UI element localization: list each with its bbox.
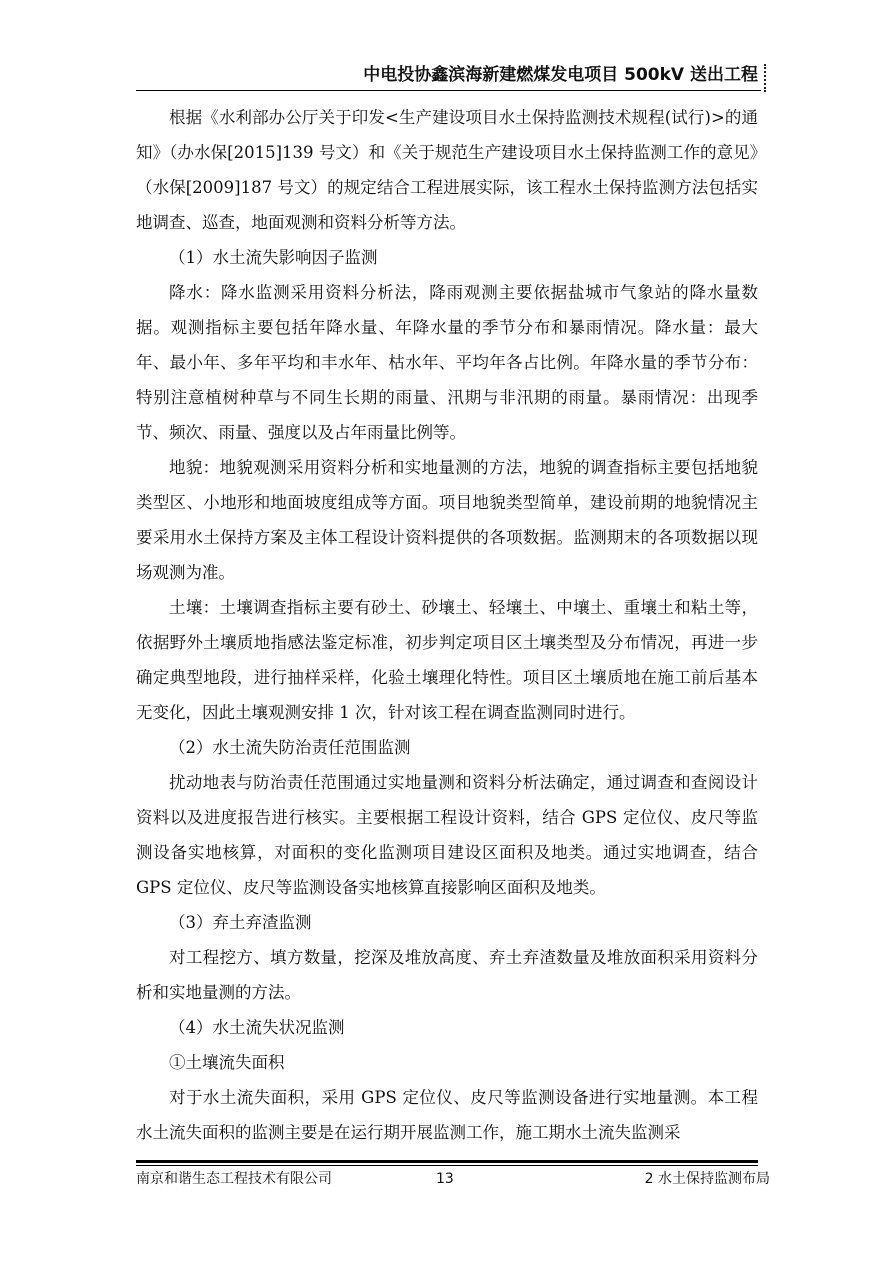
footer-page-number: 13: [436, 1171, 454, 1187]
subsection-heading-1: ①土壤流失面积: [169, 1053, 285, 1072]
page-footer: [136, 1168, 770, 1190]
header-margin-mark: [764, 64, 766, 92]
section-heading-2: （2）水土流失防治责任范围监测: [169, 738, 411, 757]
header-rule: [136, 90, 761, 91]
footer-section: 2 水土保持监测布局: [644, 1171, 770, 1187]
section-heading-1: （1）水土流失影响因子监测: [169, 248, 378, 267]
page-header-title: 中电投协鑫滨海新建燃煤发电项目 500kV 送出工程: [363, 65, 758, 85]
footer-rule-thin: [136, 1165, 758, 1166]
footer-rule-thick: [136, 1160, 758, 1163]
paragraph-precipitation: 降水：降水监测采用资料分析法，降雨观测主要依据盐城市气象站的降水量数据。观测指标主要包括年降水量、年降水量的季节分布和暴雨情况。降水量：最大年、最小年、多年平均和丰水年、枯水年、平均年各占比例。年降水量的季节分布：特别注意植树种草与不同生长期的雨量、汛期与非汛期的雨量。暴雨情况：出现季节、频次、雨量、强度以及占年雨量比例等。: [136, 283, 758, 442]
paragraph-spoil: 对工程挖方、填方数量，挖深及堆放高度、弃土弃渣数量及堆放面积采用资料分析和实地量测的方法。: [136, 948, 758, 1002]
paragraph-soil: 土壤：土壤调查指标主要有砂土、砂壤土、轻壤土、中壤土、重壤土和粘土等，依据野外土壤质地指感法鉴定标准，初步判定项目区土壤类型及分布情况，再进一步确定典型地段，进行抽样采样，化验土壤理化特性。项目区土壤质地在施工前后基本无变化，因此土壤观测安排 1 次，针对该工程在调查监测同时进行。: [136, 598, 758, 722]
document-body: [136, 100, 758, 1150]
paragraph-intro: 根据《水利部办公厅关于印发<生产建设项目水土保持监测技术规程(试行)>的通知》（办水保[2015]139 号文）和《关于规范生产建设项目水土保持监测工作的意见》（水保[2009]187 号文）的规定结合工程进展实际，该工程水土保持监测方法包括实地调查、巡查，地面观测和资料分析等方法。: [136, 108, 758, 232]
paragraph-erosion-area: 对于水土流失面积，采用 GPS 定位仪、皮尺等监测设备进行实地量测。本工程水土流失面积的监测主要是在运行期开展监测工作，施工期水土流失监测采: [136, 1088, 758, 1142]
footer-company: 南京和谐生态工程技术有限公司: [136, 1171, 332, 1187]
section-heading-4: （4）水土流失状况监测: [169, 1018, 345, 1037]
section-heading-3: （3）弃土弃渣监测: [169, 913, 312, 932]
paragraph-disturbance: 扰动地表与防治责任范围通过实地量测和资料分析法确定，通过调查和查阅设计资料以及进度报告进行核实。主要根据工程设计资料，结合 GPS 定位仪、皮尺等监测设备实地核算，对面积的变化监测项目建设区面积及地类。通过实地调查，结合 GPS 定位仪、皮尺等监测设备实地核算直接影响区面积及地类。: [136, 773, 758, 897]
paragraph-landform: 地貌：地貌观测采用资料分析和实地量测的方法，地貌的调查指标主要包括地貌类型区、小地形和地面坡度组成等方面。项目地貌类型简单，建设前期的地貌情况主要采用水土保持方案及主体工程设计资料提供的各项数据。监测期末的各项数据以现场观测为准。: [136, 458, 758, 582]
